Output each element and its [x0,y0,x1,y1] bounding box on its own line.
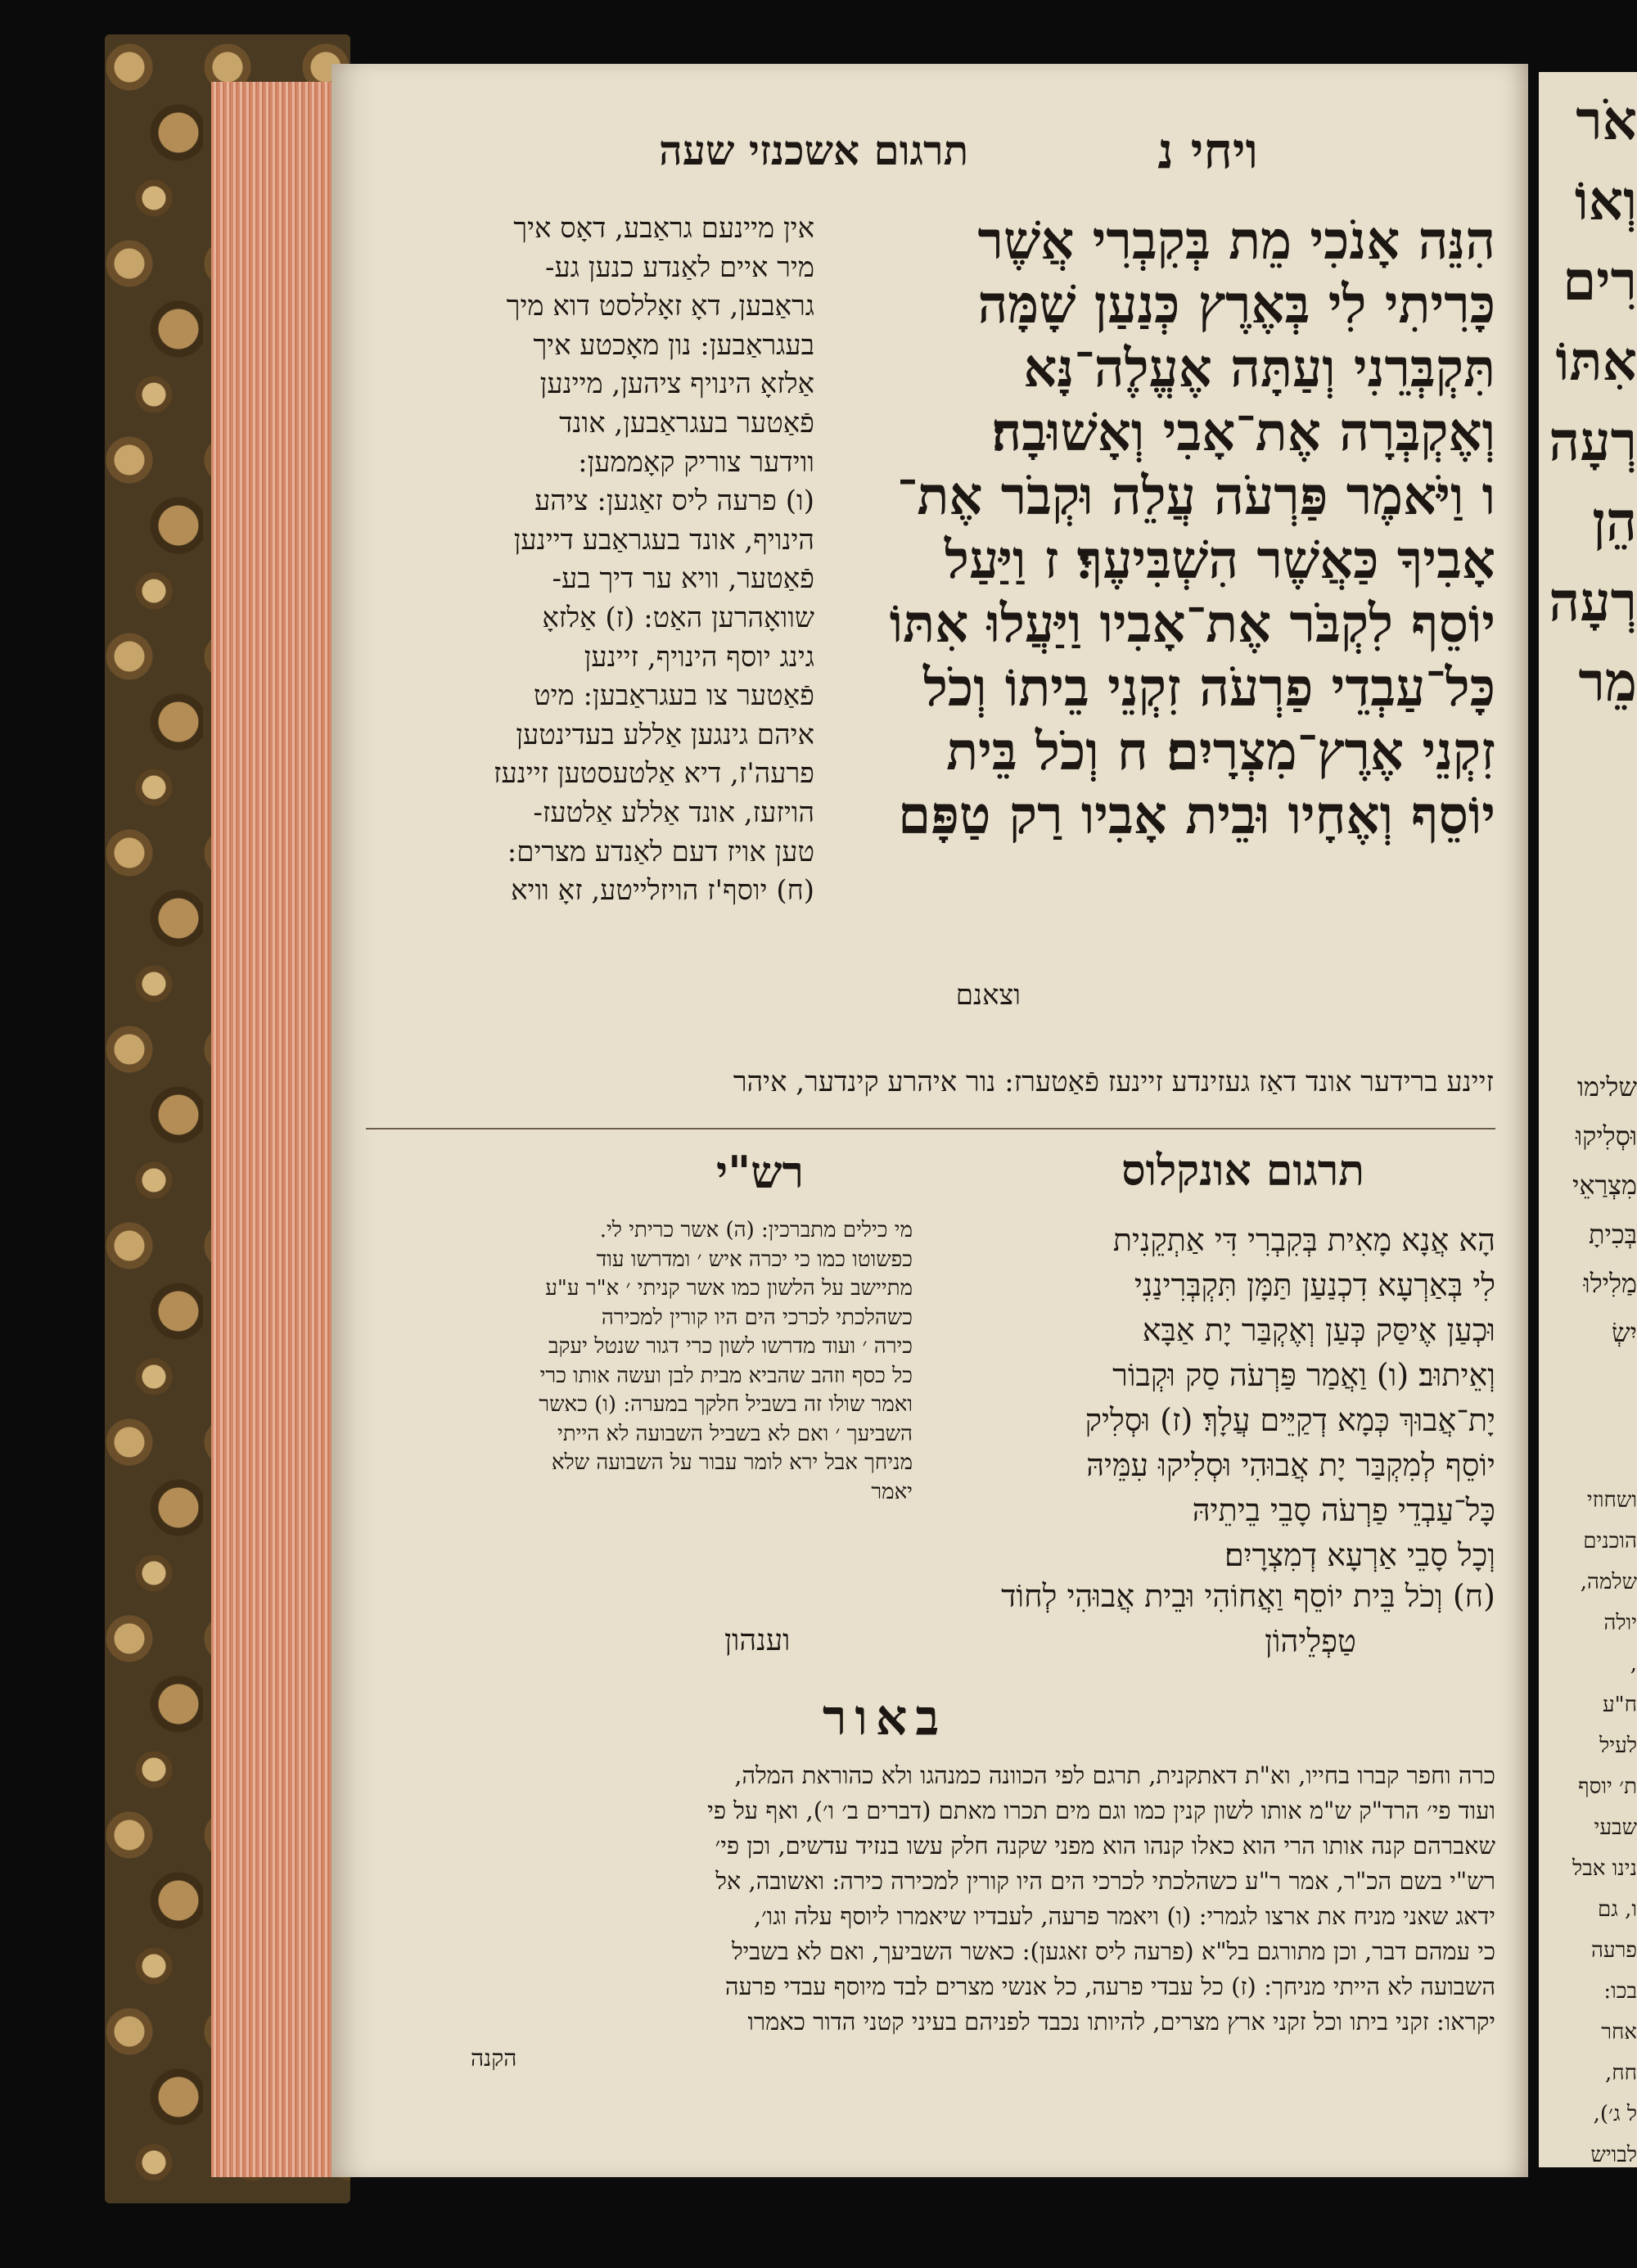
onkelos-continuation: (ח) וְכֹל בֵּית יוֹסֵף וַאֲחוֹהִי וּבֵית אֲבוּהִי לְחוֹד [1001,1578,1495,1614]
rashi-title: רש"י [716,1146,805,1198]
rashi-line: ואמר שולו זה בשביל חלקך במערה: (ו) כאשר [539,1392,913,1417]
verse-line: הִנֵּה אָנֹכִי מֵת בְּקִבְרִי אֲשֶׁר [977,210,1495,272]
translation-line: גראַבען, דאָ זאָללסט דוא מיך [506,290,814,323]
biur-line: שאברהם קנה אותו הרי הוא כאלו קנהו הוא מפני שקנה חלק עשו בנזיד עדשים, וכן פי׳ [715,1832,1495,1860]
verse-line: כָּל־עַבְדֵי פַרְעֹה זִקְנֵי בֵיתוֹ וְכֹל [922,657,1495,719]
rashi-line: יאמר [871,1479,913,1504]
translation-line: (ו) פרעה ליס זאַגען: ציהע [534,485,814,518]
translation-line: פֿאַטער בעגראַבען, אונד [559,406,814,440]
onkelos-line: וּכְעַן אֶיסַּק כְּעַן וְאֶקְבַּר יָת אַבָּא [1142,1312,1495,1348]
rashi-line: מניחך אבל ירא לומר עבור על השבועה שלא [551,1450,913,1475]
verse-line: יוֹסֵף לִקְבֹּר אֶת־אָבִיו וַיַּעֲלוּ אִתּוֹ [889,593,1495,655]
onkelos-line: וְאֵיתוּב׃ (ו) וַאֲמַר פַּרְעֹה סַק וּקְבוֹר [1112,1357,1495,1393]
text-line: לבויש [1590,2143,1637,2167]
text-line: יולה [1603,1611,1637,1635]
biur-ending: הקנה [471,2045,517,2072]
onkelos-line: יָת־אֲבוּךְ כְּמָא דְקַיֵּים עֲלָךְ׃ (ז) וּסְלִיק [1085,1402,1495,1438]
text-line: אחר [1601,2020,1637,2045]
adjacent-page-commentary [1572,1480,1637,2167]
biur-line: כרה וחפר קברו בחייו, וא"ת דאתקנית, תרגם לפי הכוונה כמנהגו ולא כהוראת המלה, [734,1761,1495,1789]
onkelos-line: לִי בְּאַרְעָא דִכְנַעַן תַּמָּן תִּקְבְּרִינַנִי [1134,1267,1495,1303]
verse-line: זִקְנֵי אֶרֶץ־מִצְרָיִם׃ ח וְכֹל בֵּית [946,721,1495,782]
text-line: בְּכִיתָ [1589,1219,1637,1250]
text-line: ח"ע [1602,1693,1637,1717]
verse-line: וְאֶקְבְּרָה אֶת־אָבִי וְאָשׁוּבָה׃ [991,402,1495,463]
translation-line: (ח) יוסף'ז הויזלייטע, זאָ וויא [511,874,814,908]
translation-line: פרעה'ז, דיא אַלטעסטען זיינעז [494,757,814,791]
text-line: מֵר [1578,650,1637,714]
adjacent-page-large-text [1539,72,1637,722]
text-line: וְאוֹ [1574,169,1637,232]
verse-line: יוֹסֵף וְאֶחָיו וּבֵית אָבִיו רַק טַפָּם [898,785,1495,846]
translation-line: איהם גינגען אַללע בעדינטען [516,718,814,751]
text-line: מַלִילוּ [1583,1268,1637,1299]
verse-catchword: וצאנם [955,979,1021,1012]
text-line: רִים [1563,249,1637,313]
text-line: הֵן [1592,489,1637,553]
onkelos-block [980,1218,1495,1578]
biur-line: רש"י בשם הכ"ר, אמר ר"ע כשהלכתי לכרכי הים היו קורין למכירה כירה: ואשובה, אל [715,1867,1495,1895]
biur-line: השבועה לא הייתי מניחך: (ז) כל עבדי פרעה, כל אנשי מצרים לבד מיוסף עבדי פרעה [724,1973,1495,2000]
translation-line: שוואָהרען האַט: (ז) אַלזאָ [542,601,814,634]
translation-line: הויזעז, אונד אַללע אַלטעז- [533,796,814,829]
translation-line: אַלזאָ הינויף ציהען, מיינען [539,367,814,401]
translation-line: פֿאַטער, וויא ער דיך בע- [552,562,814,596]
text-line: רְעָה [1549,409,1637,473]
onkelos-line: וְכָל סָבֵי אַרְעָא דְמִצְרָיִם׃ [1224,1537,1495,1573]
text-line: ל ג׳), [1593,2102,1637,2126]
rashi-line: השביעך ׳ ואם לא בשביל השבועה לא הייתי [557,1421,913,1446]
rashi-line: כפשוטו כמו כי יכרה איש ׳ ומדרשו עוד [596,1247,913,1272]
rashi-line: כירה ׳ ועוד מדרשו לשון כרי דגור שנטל יעקב [548,1334,913,1359]
translation-line: גינג יוסף הינויף, זיינען [584,640,814,674]
onkelos-line: יוֹסֵף לְמִקְבַּר יָת אֲבוּהִי וּסְלִיקוּ עִמֵּיהּ [1086,1447,1495,1483]
adjacent-page [1539,72,1637,2167]
rashi-line: מתיישב על הלשון כמו אשר קניתי ׳ א"ר ע"ע [545,1276,913,1301]
text-line: וּסְלִיקוּ [1575,1120,1637,1152]
divider [366,1128,1495,1129]
biur-line: ידאג שאני מניח את ארצו לגמרי: (ו) ויאמר פרעה, לעבדיו שיאמרו ליוסף עלה וגו׳, [753,1902,1495,1930]
verse-line: תִּקְבְּרֵנִי וְעַתָּה אֶעֱלֶה־נָּא [1023,338,1495,399]
translation-line: בעגראַבען: נון מאָכטע איך [533,328,814,362]
text-line: לעיל [1599,1734,1637,1758]
text-line: בכו: [1603,1979,1637,2004]
translation-line: מיר איים לאַנדע כנען גע- [545,250,814,284]
text-line: אִתּוֹ [1555,329,1637,393]
running-head-left: תרגום אשכנזי שעה [659,126,969,174]
rashi-line: מי כילים מתברכין: (ה) אשר כריתי לי. [599,1218,913,1242]
text-line: חח, [1604,2061,1637,2085]
text-line: פרעה [1590,1938,1637,1963]
biur-line: כי עמהם דבר, וכן מתורגם בל"א (פרעה ליס זאגען): כאשר השביעך, ואם לא בשביל [732,1937,1495,1965]
text-line: רְעָה [1549,570,1637,634]
text-line: ושחוזי [1586,1488,1637,1513]
biur-title: באור [823,1689,948,1747]
translation-line: ווידער צוריק קאָממען: [578,445,814,479]
rashi-ending: וענהון [724,1624,791,1657]
verse-line: ו וַיֹּאמֶר פַּרְעֹה עֲלֵה וּקְבֹר אֶת־ [896,466,1495,527]
book-page [331,64,1528,2177]
onkelos-line: הָא אֲנָא מָאִית בְּקִבְרִי דִּי אַתְקֵנִית [1112,1222,1495,1258]
biur-line: ועוד פי׳ הרד"ק ש"מ אותו לשון קנין כמו וגם מים תכרו מאתם (דברים ב׳ ו׳), ואף על פי [707,1797,1495,1824]
biur-block [374,1758,1495,2040]
running-head-right: ויחי נ [1157,123,1258,180]
text-line: יִשְׂ [1611,1317,1637,1348]
text-line: אֹר [1576,88,1637,152]
translation-continuation: זיינע ברידער אונד דאַז געזינדע זיינעז פֿאַטערז: נור איהרע קינדער, איהר [733,1066,1494,1098]
text-line: מִצְרַאֵי [1572,1170,1637,1201]
onkelos-line: כָּל־עַבְדֵי פַרְעֹה סָבֵי בֵיתֵיהּ [1192,1492,1495,1528]
text-line: שלמה, [1580,1570,1637,1594]
text-line: ו, גם [1598,1897,1637,1922]
biur-line: יקראו: זקני ביתו וכל זקני ארץ מצרים, להיותו נכבד לפניהם בעיני קטני הדור כאמרו [747,2008,1495,2036]
text-line: שבעי [1594,1815,1637,1840]
translation-line: טען אויז דעם לאַנדע מצרים: [507,835,814,868]
verse-text-block [775,210,1495,848]
text-line: הוכנים [1583,1529,1637,1553]
verse-line: אָבִיךָ כַּאֲשֶׁר הִשְׁבִּיעֶךָ׃ ז וַיַּעַל [945,530,1495,591]
adjacent-page-small-text [1572,1062,1637,1357]
rashi-line: כשהלכתי לכרכי הים היו קורין למכירה [601,1305,913,1330]
yiddish-translation-block [430,210,814,911]
text-line: שלימו [1576,1071,1637,1102]
rashi-block [422,1216,913,1507]
translation-line: פֿאַטער צו בעגראַבען: מיט [534,679,814,713]
onkelos-ending: טַפְלֵיהוֹן [1265,1623,1356,1659]
text-line: נינו אבל [1572,1856,1637,1881]
text-line: ת׳ יוסף [1578,1774,1637,1799]
translation-line: אין מיינעם גראַבע, דאָס איך [513,212,814,245]
text-line: , [1630,1652,1637,1676]
translation-line: הינויף, אונד בעגראַבע דיינען [513,523,814,557]
verse-line: כָּרִיתִי לִי בְּאֶרֶץ כְּנַעַן שָׁמָּה [977,274,1495,336]
onkelos-title: תרגום אונקלוס [1121,1146,1364,1196]
page-edges [211,82,334,2177]
rashi-line: כל כסף וזהב שהביא מבית לבן ועשה אותו כרי [539,1363,913,1388]
